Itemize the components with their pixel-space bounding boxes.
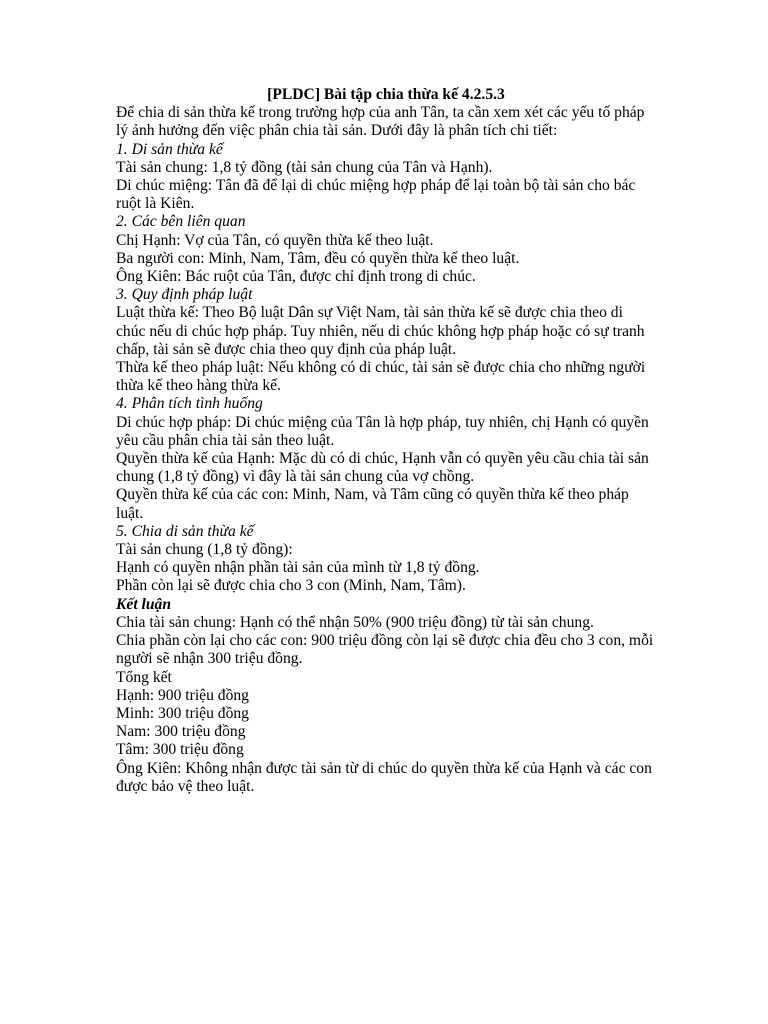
paragraph: Phần còn lại sẽ được chia cho 3 con (Minh, Nam, Tâm). (116, 577, 466, 595)
paragraph: Chị Hạnh: Vợ của Tân, có quyền thừa kế theo luật. (116, 231, 434, 249)
paragraph: Tài sản chung: 1,8 tỷ đồng (tài sản chung của Tân và Hạnh). (116, 158, 493, 176)
section-heading: 1. Di sản thừa kế (116, 140, 223, 158)
paragraph: Di chúc hợp pháp: Di chúc miệng của Tân là hợp pháp, tuy nhiên, chị Hạnh có quyền yêu cầu phân chia tài sản theo luật. (116, 413, 649, 449)
summary-line: Hạnh: 900 triệu đồng (116, 686, 249, 704)
section-heading: 5. Chia di sản thừa kế (116, 522, 254, 540)
paragraph: Luật thừa kế: Theo Bộ luật Dân sự Việt Nam, tài sản thừa kế sẽ được chia theo di chúc nếu di chúc hợp pháp. Tuy nhiên, nếu di chúc không hợp pháp hoặc có sự tranh chấp, tài sản sẽ được chia theo quy định của pháp luật. (116, 304, 645, 358)
paragraph: Ba người con: Minh, Nam, Tâm, đều có quyền thừa kế theo luật. (116, 249, 520, 267)
intro-paragraph: Để chia di sản thừa kế trong trường hợp của anh Tân, ta cần xem xét các yếu tố pháp lý ảnh hưởng đến việc phân chia tài sản. Dưới đây là phân tích chi tiết: (116, 104, 645, 140)
paragraph: Chia tài sản chung: Hạnh có thể nhận 50% (900 triệu đồng) từ tài sản chung. (116, 613, 594, 631)
summary-heading: Tổng kết (116, 668, 172, 686)
conclusion-heading: Kết luận (116, 595, 172, 613)
summary-line: Minh: 300 triệu đồng (116, 704, 249, 722)
paragraph: Thừa kế theo pháp luật: Nếu không có di chúc, tài sản sẽ được chia cho những người thừa kế theo hàng thừa kế. (116, 359, 646, 395)
section-heading: 4. Phân tích tình huống (116, 395, 263, 413)
paragraph: Quyền thừa kế của Hạnh: Mặc dù có di chúc, Hạnh vẫn có quyền yêu cầu chia tài sản chung (1,8 tỷ đồng) vì đây là tài sản chung của vợ chồng. (116, 450, 649, 486)
section-heading: 2. Các bên liên quan (116, 213, 246, 231)
section-heading: 3. Quy định pháp luật (116, 286, 253, 304)
document-page (116, 86, 656, 796)
document-title: [PLDC] Bài tập chia thừa kế 4.2.5.3 (267, 86, 505, 103)
paragraph: Hạnh có quyền nhận phần tài sản của mình từ 1,8 tỷ đồng. (116, 559, 480, 577)
paragraph: Quyền thừa kế của các con: Minh, Nam, và Tâm cũng có quyền thừa kế theo pháp luật. (116, 486, 629, 522)
summary-line: Tâm: 300 triệu đồng (116, 741, 244, 759)
paragraph: Tài sản chung (1,8 tỷ đồng): (116, 541, 293, 559)
summary-line: Nam: 300 triệu đồng (116, 723, 246, 741)
paragraph: Ông Kiên: Bác ruột của Tân, được chỉ định trong di chúc. (116, 268, 476, 286)
paragraph: Ông Kiên: Không nhận được tài sản từ di chúc do quyền thừa kế của Hạnh và các con được bảo vệ theo luật. (116, 759, 652, 795)
paragraph: Di chúc miệng: Tân đã để lại di chúc miệng hợp pháp để lại toàn bộ tài sản cho bác ruột là Kiên. (116, 177, 636, 213)
paragraph: Chia phần còn lại cho các con: 900 triệu đồng còn lại sẽ được chia đều cho 3 con, mỗi người sẽ nhận 300 triệu đồng. (116, 632, 654, 668)
